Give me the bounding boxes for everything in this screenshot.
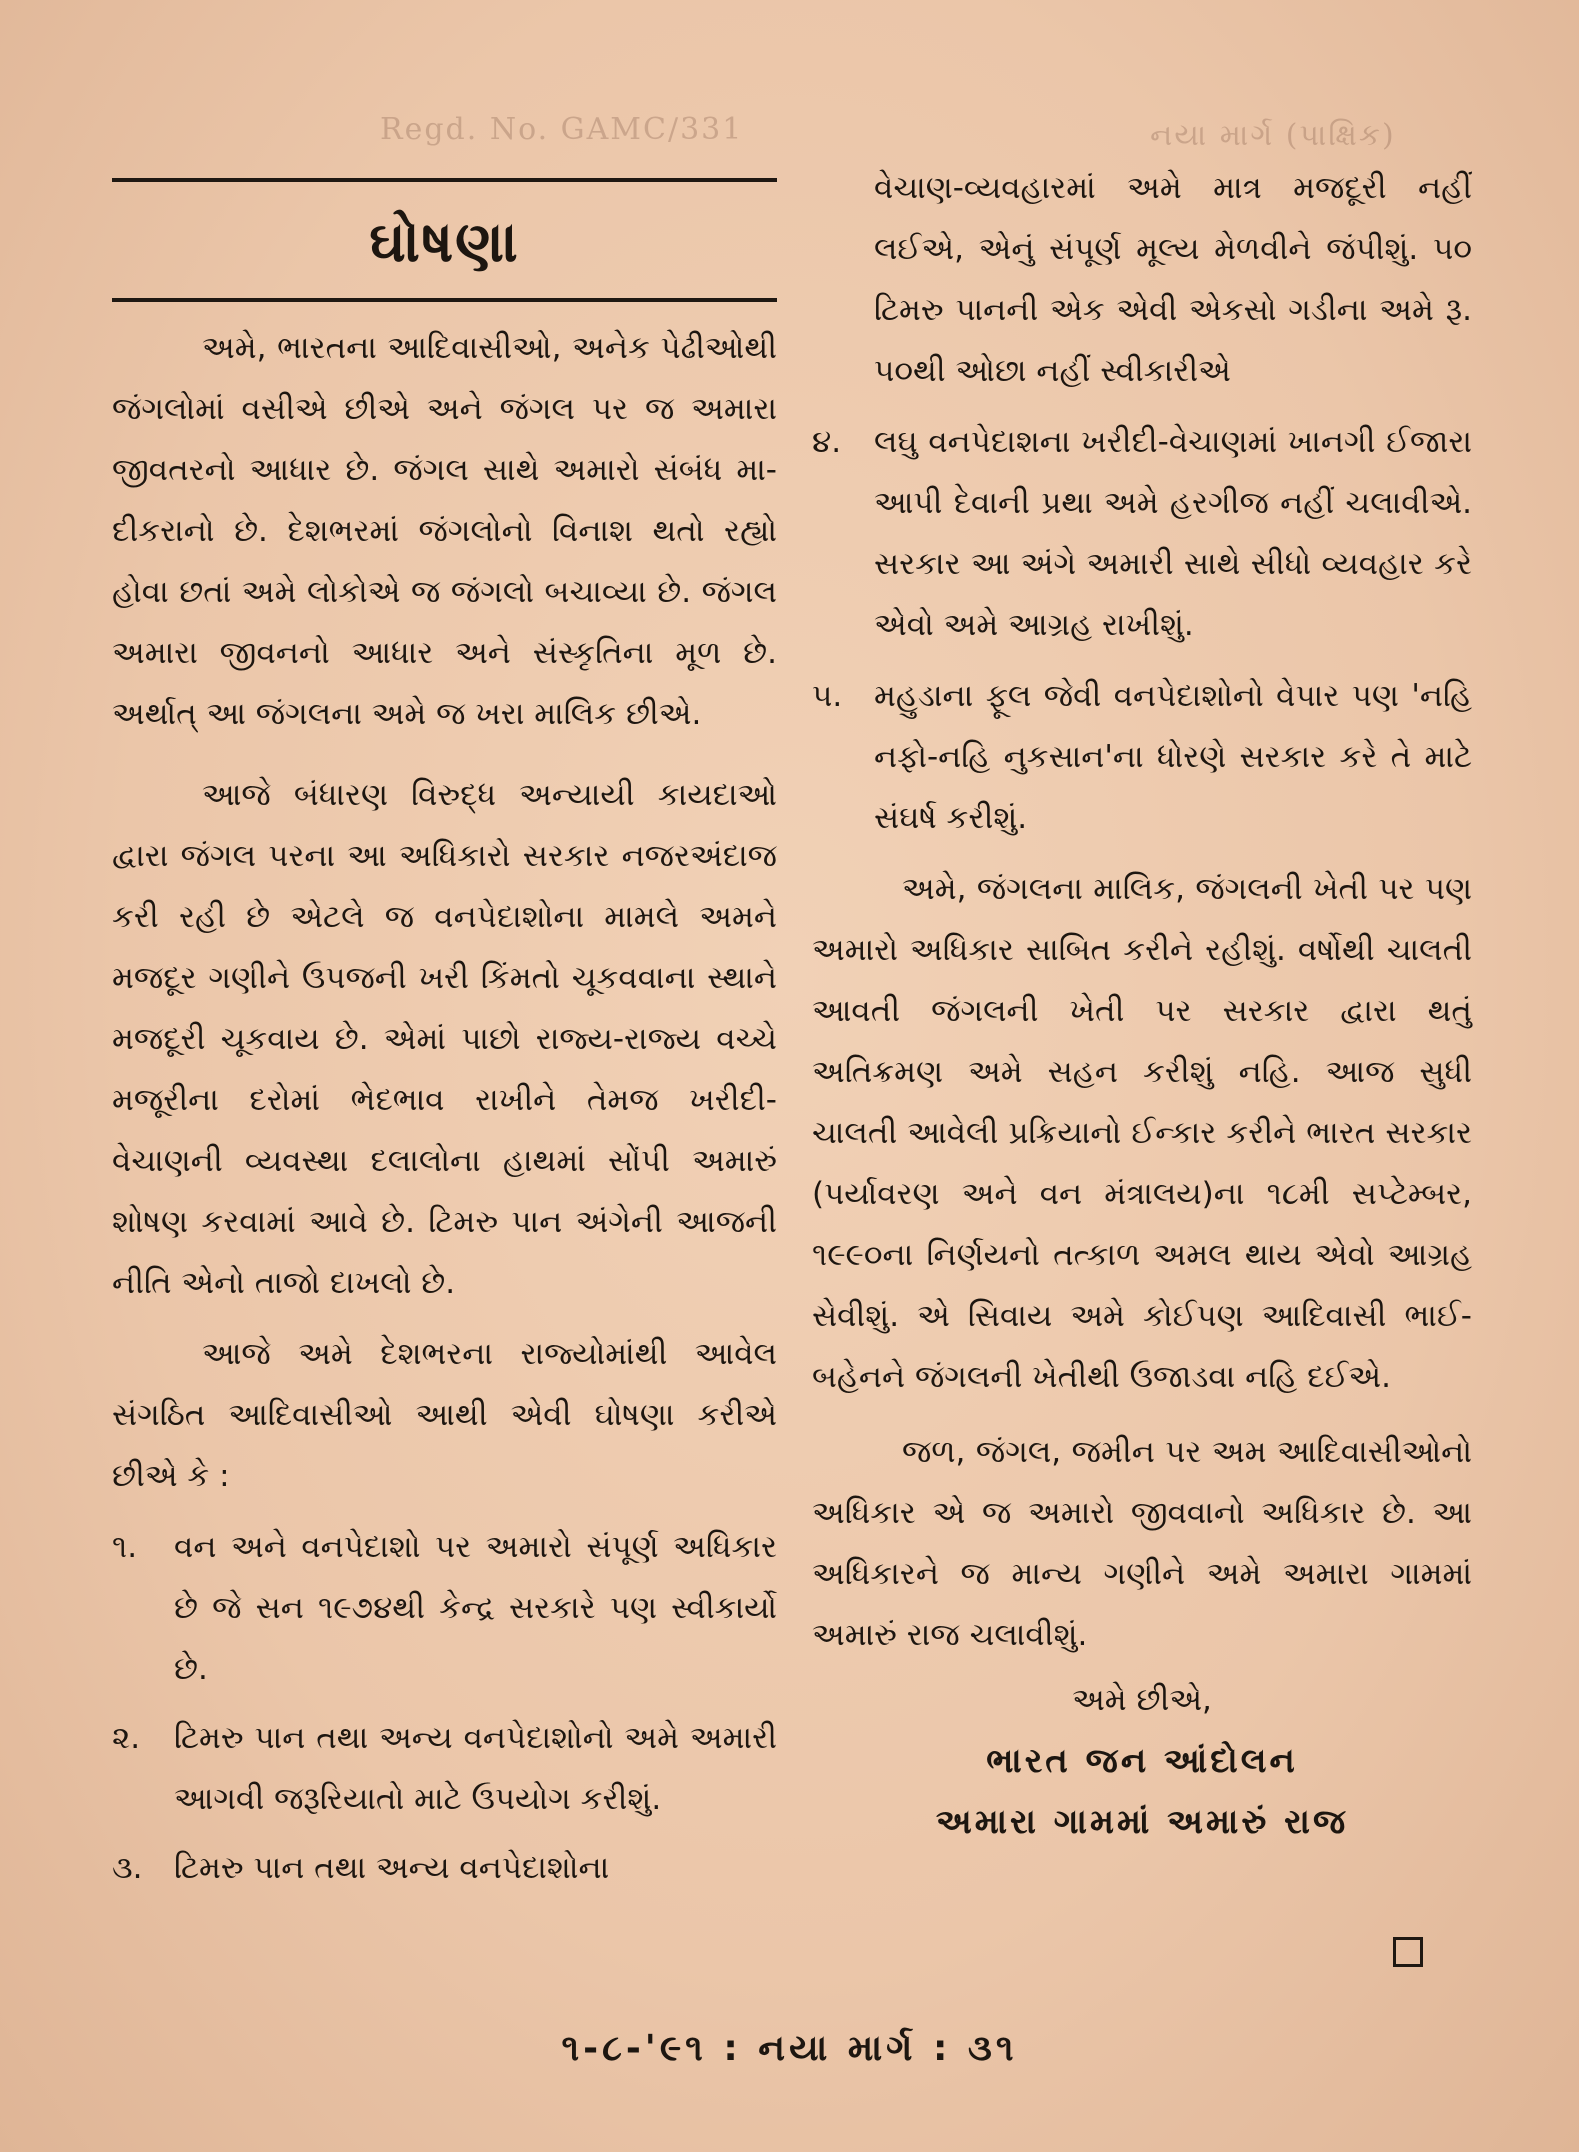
item-text: લઘુ વનપેદાશના ખરીદી-વેચાણમાં ખાનગી ઈજારા આપી દેવાની પ્રથા અમે હરગીજ નહીં ચલાવીએ. સરકાર આ અંગે અમારી સાથે સીધો વ્યવહાર કરે એવો અમે આગ્રહ રાખીશું. xyxy=(874,424,1472,643)
item-number: ૫. xyxy=(812,678,843,714)
list-item xyxy=(112,1708,777,1830)
title-rule-bottom xyxy=(112,298,777,302)
item-number: ૩. xyxy=(112,1850,143,1886)
signature-organization: ભારત જન આંદોલન xyxy=(986,1741,1298,1781)
signature-slogan: અમારા ગામમાં અમારું રાજ xyxy=(935,1802,1349,1842)
title-rule-top xyxy=(112,178,777,182)
right-column xyxy=(812,158,1472,1853)
left-column xyxy=(112,318,777,1899)
item-text: મહુડાના ફૂલ જેવી વનપેદાશોનો વેપાર પણ 'નહિ નફો-નહિ નુકસાન'ના ધોરણે સરકાર કરે તે માટે સંઘર્ષ કરીશું. xyxy=(874,678,1472,836)
item-number: ૨. xyxy=(112,1720,141,1756)
item-text: વેચાણ-વ્યવહારમાં અમે માત્ર મજદૂરી નહીં લઈએ, એનું સંપૂર્ણ મૂલ્ય મેળવીને જંપીશું. ૫૦ ટિમરુ પાનની એક એવી એકસો ગડીના અમે રૂ. ૫૦થી ઓછા નહીં સ્વીકારીએ xyxy=(874,170,1472,389)
item-text: ટિમરુ પાન તથા અન્ય વનપેદાશોના xyxy=(174,1850,610,1886)
item-number: ૧. xyxy=(112,1529,138,1565)
paragraph: અમે, ભારતના આદિવાસીઓ, અનેક પેઢીઓથી જંગલોમાં વસીએ છીએ અને જંગલ પર જ અમારા જીવતરનો આધાર છે. જંગલ સાથે અમારો સંબંધ મા-દીકરાનો છે. દેશભરમાં જંગલોનો વિનાશ થતો રહ્યો હોવા છતાં અમે લોકોએ જ જંગલો બચાવ્યા છે. જંગલ અમારા જીવનનો આધાર અને સંસ્કૃતિના મૂળ છે. અર્થાત્ આ જંગલના અમે જ ખરા માલિક છીએ. xyxy=(112,330,777,732)
end-mark-box xyxy=(1393,1937,1423,1967)
page-title: ઘોષણા xyxy=(369,210,520,275)
item-text: ટિમરુ પાન તથા અન્ય વનપેદાશોનો અમે અમારી આગવી જરૂરિયાતો માટે ઉપયોગ કરીશું. xyxy=(174,1720,777,1817)
list-item xyxy=(112,1838,777,1899)
item-number: ૪. xyxy=(812,424,842,460)
paragraph: અમે, જંગલના માલિક, જંગલની ખેતી પર પણ અમારો અધિકાર સાબિત કરીને રહીશું. વર્ષોથી ચાલતી આવતી જંગલની ખેતી પર સરકાર દ્વારા થતું અતિક્રમણ અમે સહન કરીશું નહિ. આજ સુધી ચાલતી આવેલી પ્રક્રિયાનો ઈન્કાર કરીને ભારત સરકાર (પર્યાવરણ અને વન મંત્રાલય)ના ૧૮મી સપ્ટેમ્બર, ૧૯૯૦ના નિર્ણયનો તત્કાળ અમલ થાય એવો આગ્રહ સેવીશું. એ સિવાય અમે કોઈપણ આદિવાસી ભાઈ-બહેનને જંગલની ખેતીથી ઉજાડવા નહિ દઈએ. xyxy=(812,871,1472,1395)
masthead-ghost-right: Regd. No. GAMC/331 xyxy=(380,112,744,147)
list-item xyxy=(812,412,1472,656)
list-item-continuation xyxy=(812,158,1472,402)
signature-intro: અમે છીએ, xyxy=(1072,1682,1212,1718)
paragraph: આજે અમે દેશભરના રાજ્યોમાંથી આવેલ સંગઠિત આદિવાસીઓ આથી એવી ઘોષણા કરીએ છીએ કે : xyxy=(112,1336,777,1494)
page-footer: ૧-૮-'૯૧ : નયા માર્ગ : ૩૧ xyxy=(561,2028,1018,2069)
list-item xyxy=(112,1517,777,1700)
list-item xyxy=(812,666,1472,849)
paragraph: આજે બંધારણ વિરુદ્ધ અન્યાયી કાયદાઓ દ્વારા જંગલ પરના આ અધિકારો સરકાર નજરઅંદાજ કરી રહી છે એટલે જ વનપેદાશોના મામલે અમને મજદૂર ગણીને ઉપજની ખરી કિંમતો ચૂકવવાના સ્થાને મજદૂરી ચૂકવાય છે. એમાં પાછો રાજ્ય-રાજ્ય વચ્ચે મજૂરીના દરોમાં ભેદભાવ રાખીને તેમજ ખરીદી-વેચાણની વ્યવસ્થા દલાલોના હાથમાં સોંપી અમારું શોષણ કરવામાં આવે છે. ટિમરુ પાન અંગેની આજની નીતિ એનો તાજો દાખલો છે. xyxy=(112,777,777,1301)
paragraph: જળ, જંગલ, જમીન પર અમ આદિવાસીઓનો અધિકાર એ જ અમારો જીવવાનો અધિકાર છે. આ અધિકારને જ માન્ય ગણીને અમે અમારા ગામમાં અમારું રાજ ચલાવીશું. xyxy=(812,1434,1472,1653)
item-text: વન અને વનપેદાશો પર અમારો સંપૂર્ણ અધિકાર છે જે સન ૧૯૭૪થી કેન્દ્ર સરકારે પણ સ્વીકાર્યો છે. xyxy=(174,1529,777,1687)
masthead-ghost-left: નયા માર્ગ (પાક્ષિક) xyxy=(1150,118,1396,153)
